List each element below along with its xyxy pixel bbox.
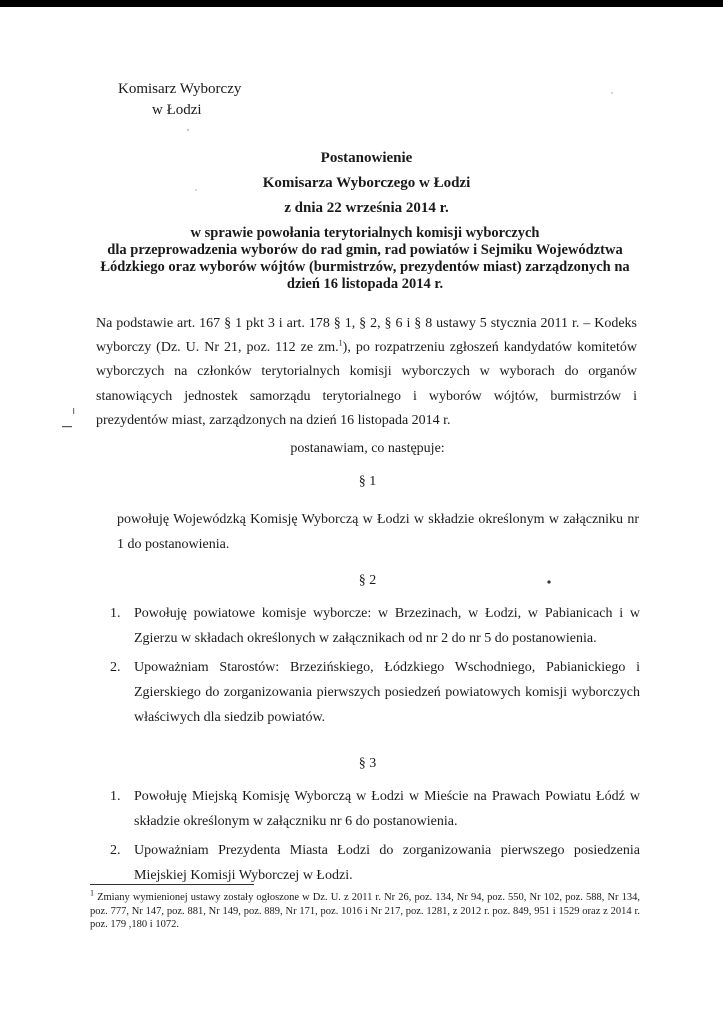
section-1-text: powołuję Wojewódzką Komisję Wyborczą w Łodzi w składzie określonym w załączniku nr 1 do postanowienia. (117, 512, 639, 552)
title-authority: Komisarza Wyborczego w Łodzi (262, 175, 471, 191)
list-item (104, 784, 640, 834)
subject-line-4: dzień 16 listopada 2014 r. (286, 276, 444, 292)
section-2-sign-text: § 2 (358, 573, 377, 588)
issuer-block (118, 79, 241, 121)
footnote-mark: 1 (90, 888, 94, 898)
footnote (90, 888, 640, 932)
title-block (0, 146, 723, 221)
title-heading: Postanowienie (320, 150, 413, 166)
subject-line-2: dla przeprowadzenia wyborów do rad gmin, rad powiatów i Sejmiku Województwa (107, 242, 623, 258)
subject-block (90, 225, 640, 293)
subject-line-3: Łódzkiego oraz wyborów wójtów (burmistrzów, prezydentów miast) zarządzonych na (100, 259, 630, 275)
scan-top-edge (0, 0, 723, 7)
list-item (104, 838, 640, 888)
title-date: z dnia 22 września 2014 r. (284, 200, 449, 216)
section-2-sign (0, 573, 723, 589)
footnote-text: Zmiany wymienionej ustawy zostały ogłoszone w Dz. U. z 2011 r. Nr 26, poz. 134, Nr 94, poz. 550, Nr 102, poz. 588, Nr 134, poz. 777, Nr 147, poz. 881, Nr 149, poz. 889, Nr 171, poz. 1016 i Nr 217, poz. 1281, z 2012 r. poz. 849, 951 i 1529 oraz z 2014 r. poz. 179 ,180 i 1072. (90, 892, 640, 930)
subject-line-1: w sprawie powołania terytorialnych komisji wyborczych (190, 225, 540, 241)
section-3-sign-text: § 3 (358, 756, 377, 771)
section-3-sign (0, 756, 723, 772)
list-item (104, 601, 640, 651)
section-1-sign (0, 474, 723, 490)
section-1-sign-text: § 1 (358, 474, 377, 489)
issuer-line-1: Komisarz Wyborczy (118, 81, 242, 97)
list-item-text: Powołuję Miejską Komisję Wyborczą w Łodzi w Mieście na Prawach Powiatu Łódź w składzie określonym w załączniku nr 6 do postanowienia. (134, 789, 640, 829)
list-item-number: 1. (110, 606, 121, 621)
legal-basis-text: Na podstawie art. 167 § 1 pkt 3 i art. 178 § 1, § 2, § 6 i § 8 ustawy 5 stycznia 2011 r. – Kodeks wyborczy (Dz. U. Nr 21, poz. 112 ze zm. (96, 316, 637, 356)
decision-intro (0, 441, 723, 457)
legal-basis-text-continued: ), po rozpatrzeniu zgłoszeń kandydatów komitetów wyborczych na członków terytorialnych komisji wyborczych w wyborach do organów stanowiących jednostek samorządu terytorialnego i wyborów wójtów, burmistrzów i prezydentów miast, zarządzonych na dzień 16 listopada 2014 r. (96, 340, 637, 428)
list-item-text: Powołuję powiatowe komisje wyborcze: w Brzezinach, w Łodzi, w Pabianicach i w Zgierzu w składach określonych w załącznikach od nr 2 do nr 5 do postanowienia. (134, 606, 640, 646)
footnote-separator (90, 884, 254, 885)
decision-intro-text: postanawiam, co następuje: (290, 441, 445, 456)
footnote-reference[interactable]: 1 (338, 338, 343, 348)
list-item-number: 1. (110, 789, 121, 804)
section-2-list (104, 601, 640, 734)
list-item (104, 655, 640, 730)
legal-basis-paragraph (96, 312, 637, 433)
section-3-list (104, 784, 640, 892)
list-item-text: Upoważniam Prezydenta Miasta Łodzi do zorganizowania pierwszego posiedzenia Miejskiej Komisji Wyborczej w Łodzi. (134, 843, 640, 883)
list-item-text: Upoważniam Starostów: Brzezińskiego, Łódzkiego Wschodniego, Pabianickiego i Zgierskiego do zorganizowania pierwszych posiedzeń powiatowych komisji wyborczych właściwych dla siedzib powiatów. (134, 660, 640, 725)
issuer-line-2: w Łodzi (152, 102, 202, 118)
list-item-number: 2. (110, 660, 121, 675)
list-item-number: 2. (110, 843, 121, 858)
